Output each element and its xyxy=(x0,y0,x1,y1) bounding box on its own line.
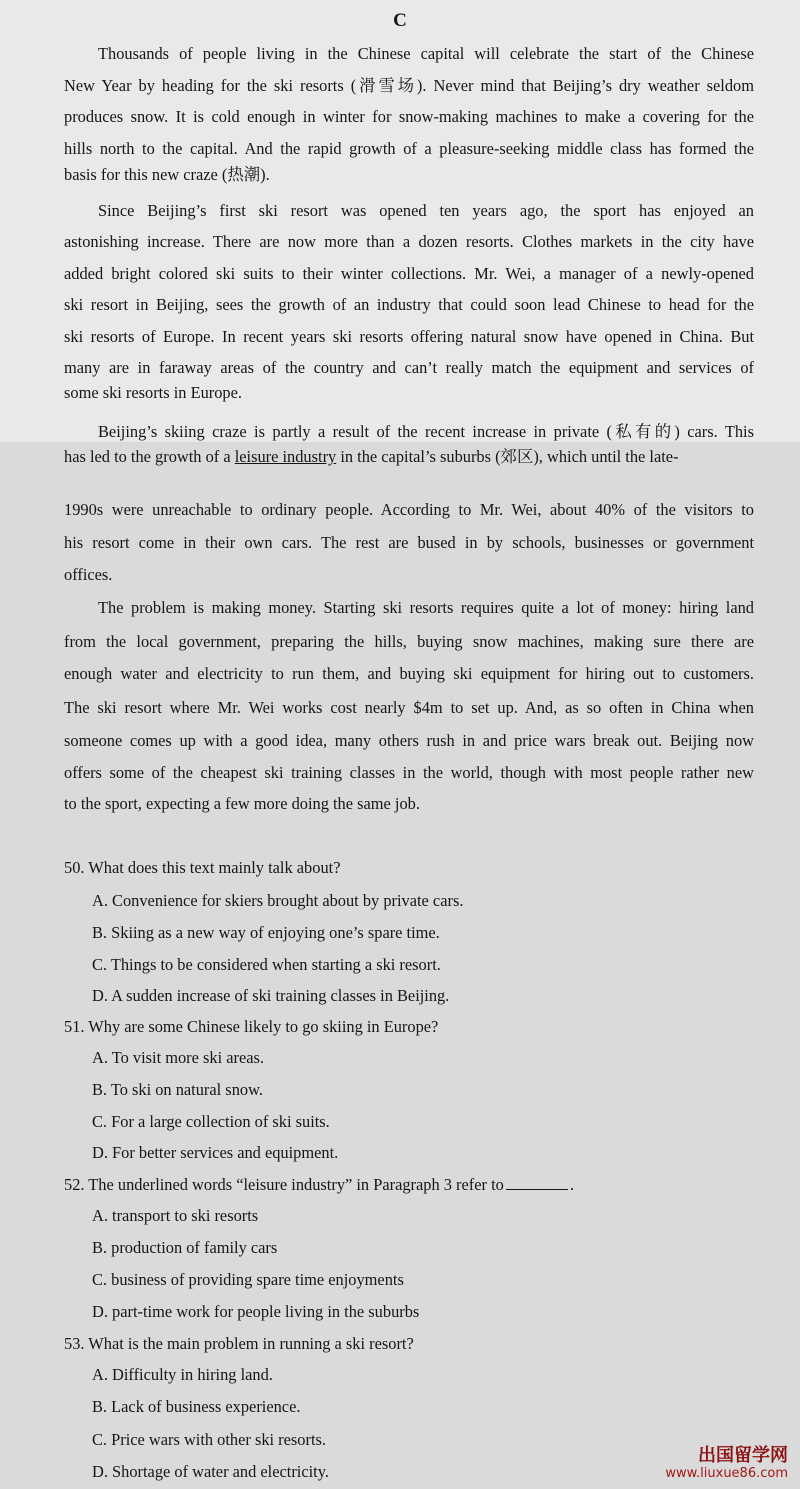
passage-line: basis for this new craze (热潮). xyxy=(64,165,270,184)
passage-line: offers some of the cheapest ski training classes in the world, though with most people rather new xyxy=(64,763,754,782)
section-heading: C xyxy=(393,10,407,31)
passage-line: 1990s were unreachable to ordinary people. According to Mr. Wei, about 40% of the visitors to xyxy=(64,500,754,519)
answer-option: B. To ski on natural snow. xyxy=(92,1080,263,1099)
answer-option: C. business of providing spare time enjoyments xyxy=(92,1270,404,1289)
passage-line: enough water and electricity to run them, and buying ski equipment for hiring out to customers. xyxy=(64,664,754,683)
passage-line: The problem is making money. Starting ski resorts requires quite a lot of money: hiring land xyxy=(98,598,754,617)
passage-line: hills north to the capital. And the rapid growth of a pleasure-seeking middle class has formed the xyxy=(64,139,754,158)
passage-line: from the local government, preparing the hills, buying snow machines, making sure there are xyxy=(64,632,754,651)
answer-option: D. A sudden increase of ski training classes in Beijing. xyxy=(92,986,450,1005)
answer-option: A. Convenience for skiers brought about by private cars. xyxy=(92,891,464,910)
passage-line: Thousands of people living in the Chinese capital will celebrate the start of the Chinese xyxy=(98,44,754,63)
passage-line-with-underline xyxy=(64,445,800,469)
passage-line: some ski resorts in Europe. xyxy=(64,383,242,402)
answer-option: A. transport to ski resorts xyxy=(92,1206,259,1225)
question-stem: 53. What is the main problem in running a ski resort? xyxy=(64,1334,414,1353)
answer-option: D. For better services and equipment. xyxy=(92,1143,339,1162)
passage-line: many are in faraway areas of the country and can’t really match the equipment and services of xyxy=(64,358,754,377)
passage-text: has led to the growth of a xyxy=(64,447,235,466)
answer-option: D. Shortage of water and electricity. xyxy=(92,1462,329,1481)
watermark-title: 出国留学网 xyxy=(698,1445,788,1466)
passage-line: ski resort in Beijing, sees the growth of an industry that could soon lead Chinese to head for the xyxy=(64,295,754,314)
site-watermark xyxy=(665,1446,788,1481)
answer-option: B. production of family cars xyxy=(92,1238,278,1257)
passage-line: Beijing’s skiing craze is partly a result of the recent increase in private (私有的) cars. This xyxy=(98,422,754,441)
passage-line: New Year by heading for the ski resorts (滑雪场). Never mind that Beijing’s dry weather seldom xyxy=(64,76,754,95)
answer-option: A. To visit more ski areas. xyxy=(92,1048,264,1067)
question-stem-text: . xyxy=(569,1175,574,1194)
passage-line: produces snow. It is cold enough in winter for snow-making machines to make a covering for the xyxy=(64,107,754,126)
watermark-url: www.liuxue86.com xyxy=(665,1466,788,1481)
answer-option: A. Difficulty in hiring land. xyxy=(92,1365,273,1384)
answer-option: D. part-time work for people living in the suburbs xyxy=(92,1302,420,1321)
question-stem xyxy=(64,1173,800,1197)
passage-line: Since Beijing’s first ski resort was opened ten years ago, the sport has enjoyed an xyxy=(98,201,754,220)
passage-line: someone comes up with a good idea, many others rush in and price wars break out. Beijing now xyxy=(64,731,754,750)
underlined-leisure-industry: leisure industry xyxy=(234,447,337,466)
passage-line: added bright colored ski suits to their winter collections. Mr. Wei, a manager of a newly-opened xyxy=(64,264,754,283)
passage-line: offices. xyxy=(64,565,113,584)
answer-option: C. Price wars with other ski resorts. xyxy=(92,1430,326,1449)
answer-option: B. Skiing as a new way of enjoying one’s spare time. xyxy=(92,923,440,942)
question-stem: 51. Why are some Chinese likely to go skiing in Europe? xyxy=(64,1017,439,1036)
answer-option: C. For a large collection of ski suits. xyxy=(92,1112,330,1131)
answer-option: B. Lack of business experience. xyxy=(92,1397,301,1416)
passage-line: The ski resort where Mr. Wei works cost nearly $4m to set up. And, as so often in China when xyxy=(64,698,754,717)
answer-blank xyxy=(506,1173,568,1190)
question-stem-text: 52. The underlined words “leisure industry” in Paragraph 3 refer to xyxy=(64,1175,504,1194)
passage-line: astonishing increase. There are now more than a dozen resorts. Clothes markets in the city have xyxy=(64,232,754,251)
passage-line: ski resorts of Europe. In recent years ski resorts offering natural snow have opened in China. But xyxy=(64,327,754,346)
passage-line: his resort come in their own cars. The rest are bused in by schools, businesses or government xyxy=(64,533,754,552)
passage-line: to the sport, expecting a few more doing the same job. xyxy=(64,794,420,813)
question-stem: 50. What does this text mainly talk about? xyxy=(64,858,341,877)
passage-text: in the capital’s suburbs (郊区), which until the late- xyxy=(336,447,679,466)
answer-option: C. Things to be considered when starting a ski resort. xyxy=(92,955,441,974)
